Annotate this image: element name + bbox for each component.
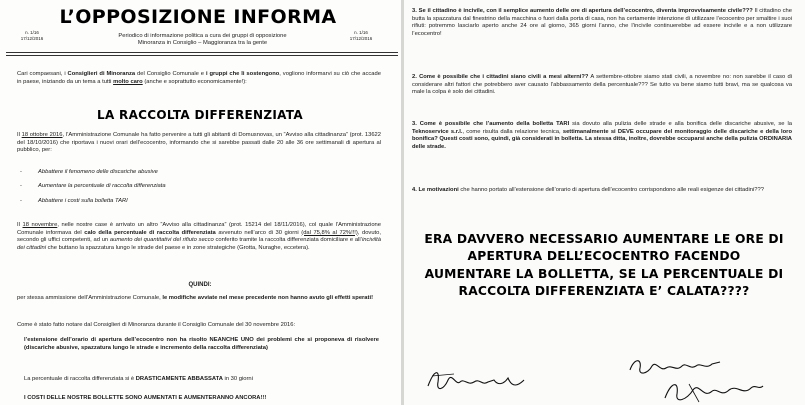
quindi-label: QUINDI: bbox=[188, 282, 212, 288]
question-3: 3. Come è possibile che l’aumento della bolletta TARI sia dovuto alla pulizia delle strade e alla bonifica delle discariche abusive, se la Teknoservice s.r.l., come risulta dalla relazione tecnica, settimanalmente si DEVE occupare del monitoraggio delle discariche e della loro bonifica? Questi costi sono, quindi, già considerati in bolletta. La stessa ditta, inoltre, dovrebbe occuparsi anche della pulizia ORDINARIA delle strade. bbox=[412, 121, 792, 150]
issue-label: n. 1/16 bbox=[354, 30, 368, 35]
list-item: l’estensione dell’orario di apertura dell’ecocentro non ha risolto NEANCHE UNO dei problemi che si proponeva di risolvere (discariche abusive, spazzatura lungo le strade e incremento della raccolta differenziata) bbox=[24, 337, 379, 351]
header-rule bbox=[6, 55, 398, 56]
issue-number-left bbox=[12, 30, 52, 41]
issue-label: n. 1/16 bbox=[25, 30, 39, 35]
issue-date: 17/12/2016 bbox=[349, 35, 373, 41]
signature-left bbox=[424, 360, 534, 400]
question-1: 3. Se il cittadino è incivile, con il semplice aumento delle ore di apertura dell’ecocentro, diventa improvvisamente civile??? Il cittadino che butta la spazzatura dal finestrino della macchina o fuori dalla porta di casa, non ha certamente intenzione di utilizzare l’ecocentro per smaltire i suoi rifiuti: potremmo lasciarlo aperto anche 24 ore al giorno, 365 giorni l’anno, che l’incivile continuerebbe ad essere incivile e a non utilizzare l’ecocentro! bbox=[412, 8, 792, 37]
subtitle-line: Minoranza in Consiglio – Maggioranza tra la gente bbox=[137, 40, 268, 47]
paragraph-council: Come è stato fatto notare dal Consiglieri di Minoranza durante il Consiglio Comunale del 30 novembre 2016: bbox=[17, 322, 296, 328]
bullet-item: - Abbattere i costi sulla bolletta TARI bbox=[20, 198, 128, 204]
paragraph-november: Il 18 novembre, nelle nostre case è arrivato un altro “Avviso alla cittadinanza” (prot. 15214 del 18/11/2016), col quale l’Amministrazione Comunale informava del calo della percentuale di raccolta differenziata avvenuto nell’arco di 30 giorni (dal 75,8% al 72%!!!), dovuto, secondo gli uffici competenti, ad un aumento dei quantitativi del rifiuto secco conferito tramite la raccolta differenziata domiciliare e all’inciviltà dei cittadini che buttano la spazzatura lungo le strade del paese e in zone strategiche (Grotta, Nuraghe, eccetera). bbox=[17, 222, 382, 251]
masthead-subtitle bbox=[60, 33, 345, 48]
left-page bbox=[0, 0, 401, 405]
list-item: I COSTI DELLE NOSTRE BOLLETTE SONO AUMENTATI E AUMENTERANNO ANCORA!!! bbox=[24, 395, 267, 401]
masthead-title: L’OPPOSIZIONE INFORMA bbox=[59, 6, 337, 28]
paragraph-october: Il 18 ottobre 2016, l’Amministrazione Comunale ha fatto pervenire a tutti gli abitanti di Domusnovas, un “Avviso alla cittadinanza” (prot. 13622 del 18/10/2016) che riportava i nuovi orari dell’ecocentro, informando che si sarebbe passati dalle 20 alle 36 ore settimanali di apertura al pubblico, per: bbox=[17, 132, 381, 154]
question-4: 4. Le motivazioni che hanno portato all’estensione dell’orario di apertura dell’ecocentro corrispondono alle reali esigenze dei cittadini??? bbox=[412, 187, 764, 193]
signature-right-bottom bbox=[659, 376, 769, 405]
right-page bbox=[404, 0, 805, 405]
closing-question: ERA DAVVERO NECESSARIO AUMENTARE LE ORE DI APERTURA DELL’ECOCENTRO FACENDO AUMENTARE LA BOLLETTA, SE LA PERCENTUALE DI RACCOLTA DIFFERENZIATA E’ CALATA???? bbox=[424, 232, 784, 298]
intro-paragraph: Cari compaesani, i Consiglieri di Minoranza del Consiglio Comunale e i gruppi che li sostengono, vogliono informarvi su ciò che accade in paese, iniziando da un tema a tutti molto caro (anche e soprattutto economicamente!): bbox=[17, 71, 381, 85]
paragraph-admission: per stessa ammissione dell’Amministrazione Comunale, le modifiche avviate nel mese precedente non hanno avuto gli effetti sperati! bbox=[17, 295, 374, 301]
issue-number-right bbox=[341, 30, 381, 41]
header-rule bbox=[6, 52, 398, 53]
list-item: La percentuale di raccolta differenziata si è DRASTICAMENTE ABBASSATA in 30 giorni bbox=[24, 376, 253, 382]
bullet-item: - Aumentare la percentuale di raccolta differenziata bbox=[20, 183, 166, 189]
section-title: LA RACCOLTA DIFFERENZIATA bbox=[97, 108, 303, 122]
issue-date: 17/12/2016 bbox=[20, 35, 44, 41]
subtitle-line: Periodico di informazione politica a cura dei gruppi di opposizione bbox=[118, 33, 287, 39]
bullet-item: - Abbattere il fenomeno delle discariche abusive bbox=[20, 169, 158, 175]
question-2: 2. Come è possibile che i cittadini siano civili a mesi alterni?? A settembre-ottobre siamo stati civili, a novembre no: non sarebbe il caso di considerare altri fattori che potrebbero aver causato l’abbassamento della percentuale??? Se tutto va bene siamo tutti bravi, ma se qualcosa va male la colpa è solo dei cittadini. bbox=[412, 74, 792, 96]
